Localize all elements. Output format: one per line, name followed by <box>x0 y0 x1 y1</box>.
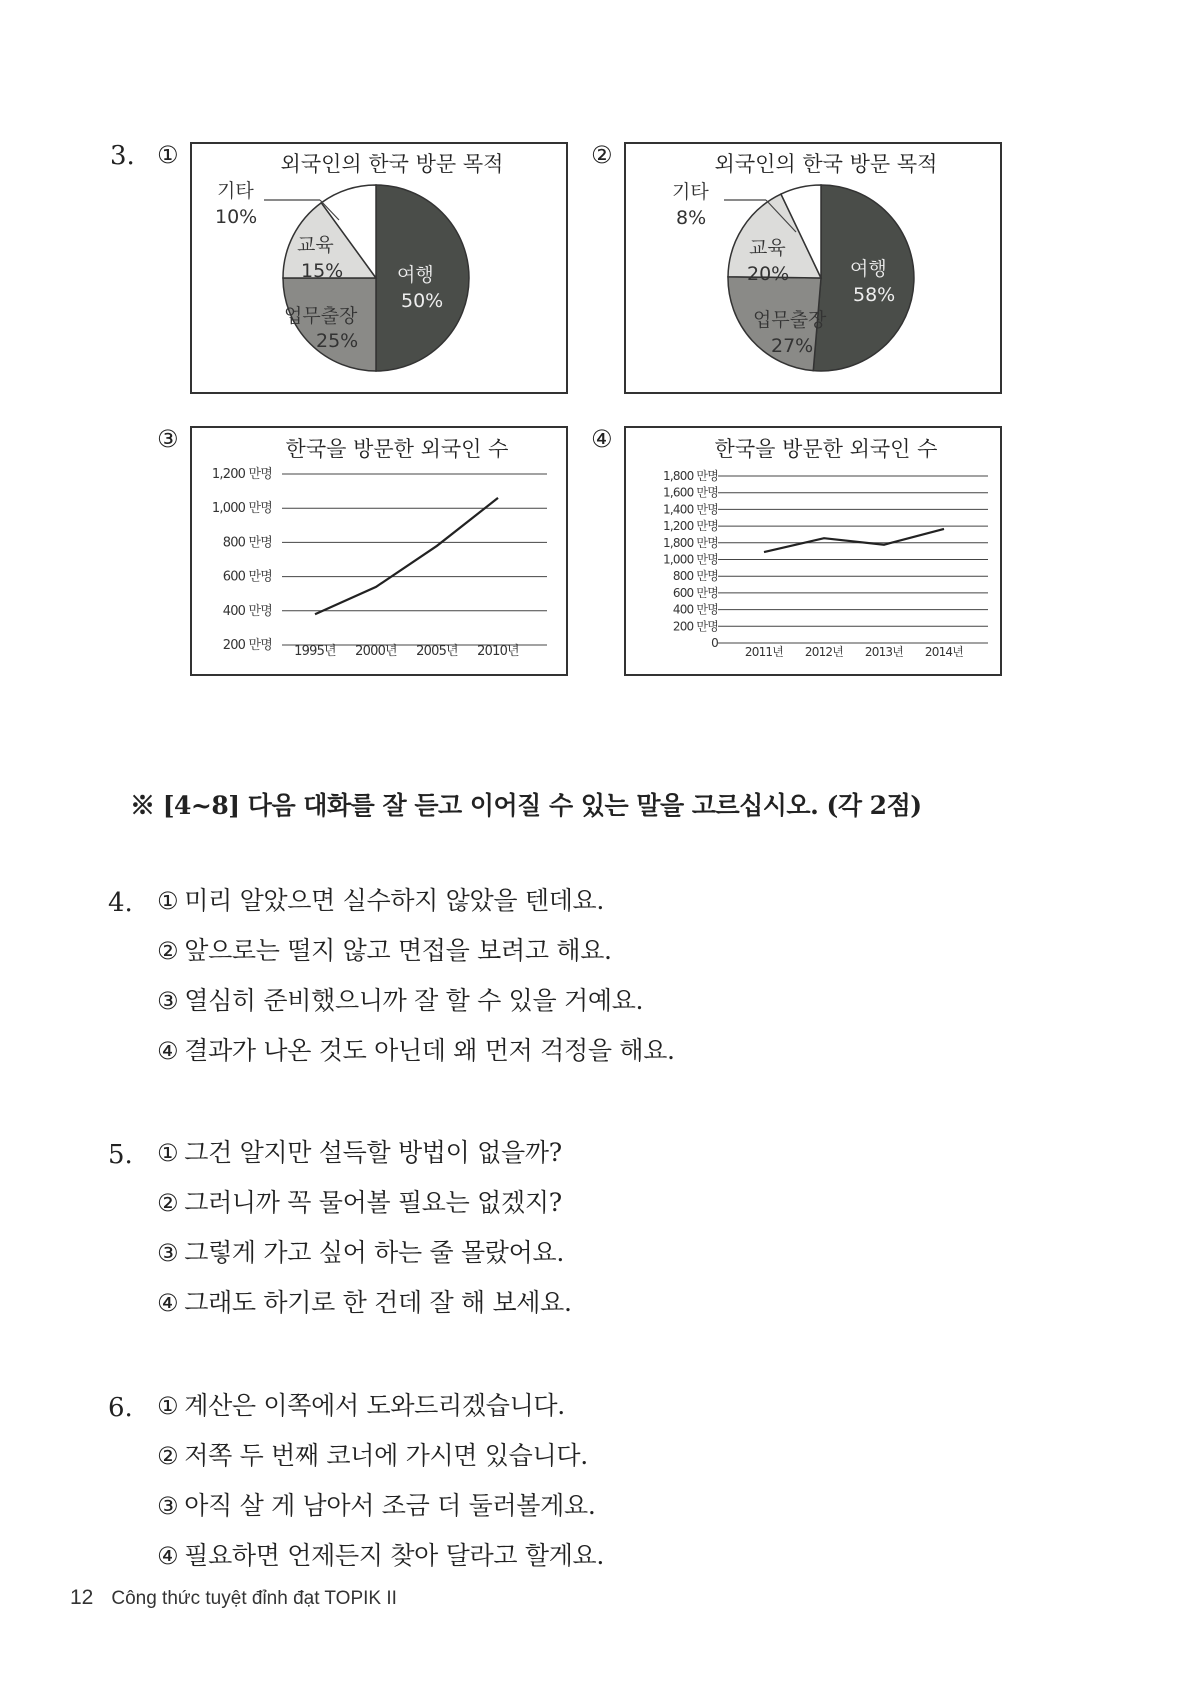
chart-4-title: 한국을 방문한 외국인 수 <box>714 437 938 461</box>
y-tick-label: 400 만명 <box>222 603 272 619</box>
chart-2-marker: ② <box>591 141 613 169</box>
page-footer <box>70 1586 397 1610</box>
chart-1-title: 외국인의 한국 방문 목적 <box>280 152 504 176</box>
chart-1-value-edu: 15% <box>301 260 344 282</box>
option-text: 열심히 준비했으니까 잘 할 수 있을 거예요. <box>184 986 644 1015</box>
chart-4-marker: ④ <box>591 425 613 453</box>
y-tick-label: 0 <box>711 636 718 650</box>
question-3-number: 3. <box>110 141 135 171</box>
chart-1-pie <box>190 142 568 394</box>
x-tick-label: 2000년 <box>355 644 397 659</box>
y-tick-label: 1,000 만명 <box>211 501 272 517</box>
y-tick-label: 1,800 만명 <box>663 469 718 483</box>
y-tick-label: 600 만명 <box>222 569 272 585</box>
question-5-number: 5. <box>108 1140 133 1170</box>
question-6-option-1[interactable] <box>157 1381 604 1431</box>
option-marker: ② <box>157 1442 179 1470</box>
option-marker: ② <box>157 937 179 965</box>
option-text: 미리 알았으면 실수하지 않았을 텐데요. <box>184 886 605 915</box>
y-tick-label: 200 만명 <box>672 619 718 634</box>
x-tick-label: 2012년 <box>804 645 844 659</box>
section-instruction: ※ [4~8] 다음 대화를 잘 듣고 이어질 수 있는 말을 고르십시오. (각 2점) <box>130 791 922 820</box>
question-5-option-3[interactable] <box>157 1228 572 1278</box>
question-5-option-1[interactable] <box>157 1128 572 1178</box>
y-tick-label: 600 만명 <box>672 585 718 600</box>
series-line <box>764 529 944 552</box>
y-tick-label: 400 만명 <box>672 602 718 617</box>
chart-2-value-edu: 20% <box>747 263 790 285</box>
page-number: 12 <box>70 1586 94 1609</box>
x-tick-label: 2010년 <box>477 644 519 659</box>
question-4-option-4[interactable] <box>157 1026 675 1076</box>
chart-4-plot <box>663 468 988 659</box>
chart-2-value-etc: 8% <box>676 207 707 229</box>
chart-1-value-biz: 25% <box>316 330 359 352</box>
y-tick-label: 200 만명 <box>222 638 272 653</box>
option-text: 그렇게 가고 싶어 하는 줄 몰랐어요. <box>184 1238 565 1267</box>
option-marker: ③ <box>157 1239 179 1267</box>
option-marker: ④ <box>157 1542 179 1570</box>
question-6-option-3[interactable] <box>157 1481 604 1531</box>
option-marker: ① <box>157 1139 179 1167</box>
chart-3-line <box>190 426 568 676</box>
chart-2-label-biz: 업무출장 <box>753 309 827 331</box>
chart-4-line <box>624 426 1002 676</box>
option-marker: ③ <box>157 987 179 1015</box>
x-tick-label: 2005년 <box>416 644 458 659</box>
chart-1-label-etc: 기타 <box>217 180 254 202</box>
book-title: Công thức tuyệt đỉnh đạt TOPIK II <box>111 1588 397 1609</box>
x-tick-label: 1995년 <box>294 644 336 659</box>
option-marker: ② <box>157 1189 179 1217</box>
option-text: 그러니까 꼭 물어볼 필요는 없겠지? <box>184 1188 562 1217</box>
option-marker: ③ <box>157 1492 179 1520</box>
series-line <box>315 498 498 614</box>
chart-2-value-travel: 58% <box>853 284 896 306</box>
y-tick-label: 1,200 만명 <box>211 467 272 482</box>
chart-1-marker: ① <box>157 141 179 169</box>
y-tick-label: 1,000 만명 <box>663 552 718 567</box>
chart-1-value-travel: 50% <box>401 290 444 312</box>
option-text: 그건 알지만 설득할 방법이 없을까? <box>184 1138 562 1167</box>
x-tick-label: 2011년 <box>744 645 784 659</box>
question-4-number: 4. <box>108 888 133 918</box>
chart-1-label-travel: 여행 <box>397 264 434 286</box>
y-tick-label: 1,600 만명 <box>663 485 718 500</box>
question-4-option-2[interactable] <box>157 926 675 976</box>
chart-3-plot <box>212 466 547 659</box>
question-6-option-4[interactable] <box>157 1531 604 1581</box>
question-5-option-2[interactable] <box>157 1178 572 1228</box>
chart-1-label-edu: 교육 <box>297 234 334 256</box>
chart-2-label-etc: 기타 <box>672 181 709 203</box>
chart-2-pie <box>624 142 1002 394</box>
chart-3-marker: ③ <box>157 425 179 453</box>
chart-2-label-travel: 여행 <box>850 258 887 280</box>
chart-1-label-biz: 업무출장 <box>284 305 358 327</box>
option-text: 결과가 나온 것도 아닌데 왜 먼저 걱정을 해요. <box>184 1036 675 1065</box>
option-marker: ① <box>157 1392 179 1420</box>
x-tick-label: 2013년 <box>864 645 904 659</box>
question-6-option-2[interactable] <box>157 1431 604 1481</box>
question-5-option-4[interactable] <box>157 1278 572 1328</box>
option-text: 필요하면 언제든지 찾아 달라고 할게요. <box>184 1541 605 1570</box>
question-6-options <box>157 1381 604 1581</box>
question-5-options <box>157 1128 572 1328</box>
option-text: 계산은 이쪽에서 도와드리겠습니다. <box>184 1391 565 1420</box>
chart-1-value-etc: 10% <box>215 206 258 228</box>
question-4-options <box>157 876 675 1076</box>
y-tick-label: 1,200 만명 <box>663 519 718 534</box>
option-text: 앞으로는 떨지 않고 면접을 보려고 해요. <box>184 936 612 965</box>
x-tick-label: 2014년 <box>924 645 964 659</box>
option-marker: ④ <box>157 1289 179 1317</box>
question-4-option-1[interactable] <box>157 876 675 926</box>
y-tick-label: 1,400 만명 <box>663 502 718 517</box>
y-tick-label: 800 만명 <box>222 535 272 551</box>
option-text: 저쪽 두 번째 코너에 가시면 있습니다. <box>184 1441 588 1470</box>
chart-2-label-edu: 교육 <box>749 237 786 259</box>
chart-2-title: 외국인의 한국 방문 목적 <box>714 152 938 176</box>
option-marker: ① <box>157 887 179 915</box>
question-4-option-3[interactable] <box>157 976 675 1026</box>
option-text: 아직 살 게 남아서 조금 더 둘러볼게요. <box>184 1491 596 1520</box>
y-tick-label: 1,800 만명 <box>663 535 718 550</box>
chart-3-title: 한국을 방문한 외국인 수 <box>285 437 509 461</box>
y-tick-label: 800 만명 <box>672 569 718 584</box>
option-text: 그래도 하기로 한 건데 잘 해 보세요. <box>184 1288 572 1317</box>
chart-2-value-biz: 27% <box>771 335 814 357</box>
question-6-number: 6. <box>108 1393 133 1423</box>
option-marker: ④ <box>157 1037 179 1065</box>
